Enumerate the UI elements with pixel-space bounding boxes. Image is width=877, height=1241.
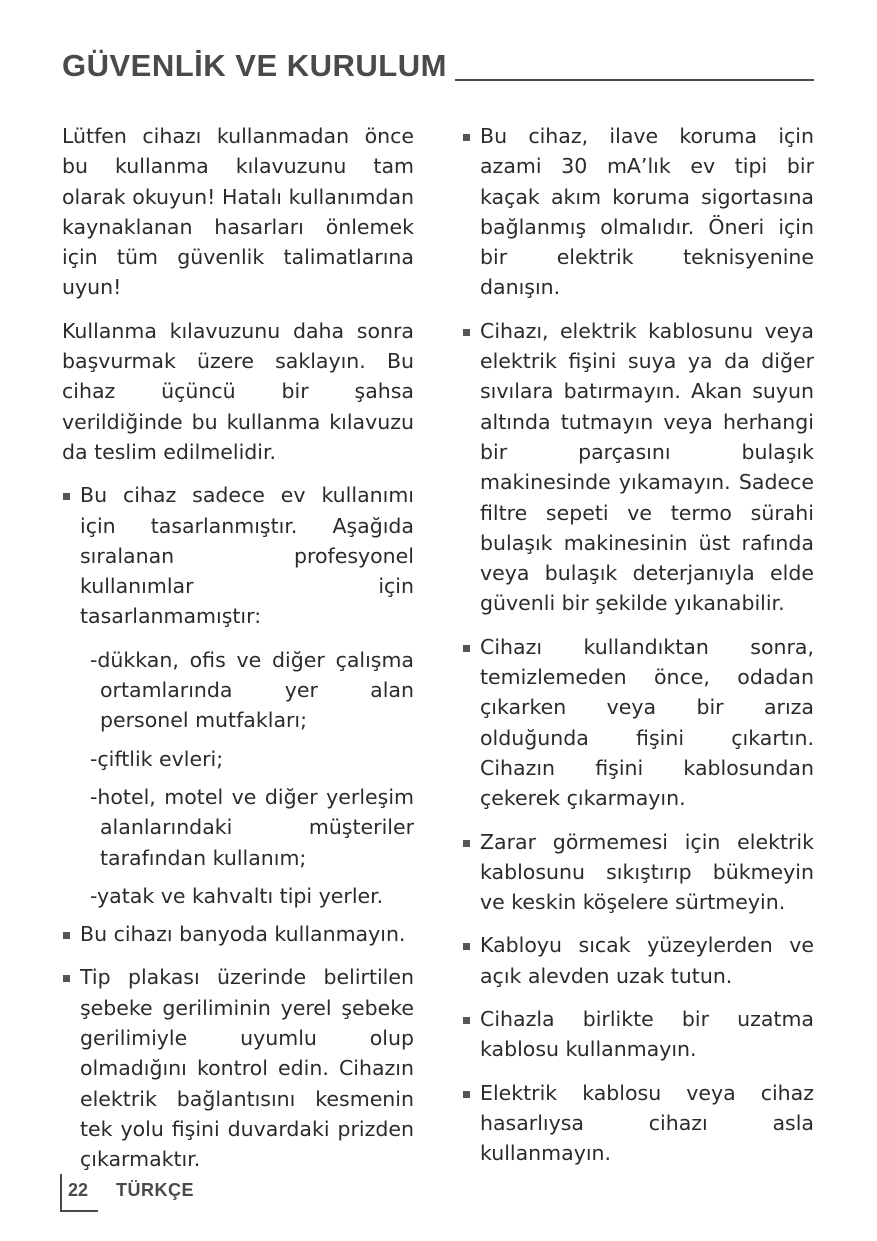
list-item — [62, 962, 414, 1174]
bullet-text: Elektrik kablosu veya cihaz hasarlıysa cihazı asla kullanmayın. — [480, 1080, 814, 1166]
left-column — [62, 121, 414, 1188]
bullet-square-icon — [463, 645, 470, 652]
sub-list-item: -çiftlik evleri; — [90, 746, 224, 771]
bullet-square-icon — [63, 493, 70, 500]
intro-paragraph: Lütfen cihazı kullanmadan önce bu kullanma kılavuzunu tam olarak okuyun! Hatalı kullanımdan kaynaklanan hasarları önlemek için tüm güvenlik talimatlarına uyun! — [62, 124, 414, 300]
list-item — [462, 930, 814, 991]
storage-paragraph: Kullanma kılavuzunu daha sonra başvurmak üzere saklayın. Bu cihaz üçüncü bir şahsa verildiğinde bu kullanma kılavuzu da teslim edilmelidir. — [62, 318, 414, 464]
bullet-square-icon — [463, 134, 470, 141]
section-header — [62, 48, 814, 84]
language-label: TÜRKÇE — [116, 1180, 194, 1200]
page-title: GÜVENLİK VE KURULUM — [62, 48, 447, 83]
sub-list-item: -yatak ve kahvaltı tipi yerler. — [90, 883, 384, 908]
bullet-text: Tip plakası üzerinde belirtilen şebeke geriliminin yerel şebeke gerilimiyle uyumlu olup olmadığını kontrol edin. Cihazın elektrik bağlantısını kesmenin tek yolu fişini duvardaki prizden çıkarmaktır. — [80, 965, 414, 1172]
right-column — [462, 121, 814, 1182]
bullet-square-icon — [463, 840, 470, 847]
footer-underline — [60, 1210, 98, 1212]
list-item — [62, 919, 414, 949]
bullet-square-icon — [463, 1091, 470, 1098]
bullet-text: Cihazı, elektrik kablosunu veya elektrik fişini suya ya da diğer sıvılara batırmayın. Akan suyun altında tutmayın veya herhangi bir parçasını bulaşık makinesinde yıkamayın. Sadece filtre sepeti ve termo sürahi bulaşık makinesinin üst rafında veya bulaşık deterjanıyla elde güvenli bir şekilde yıkanabilir. — [480, 318, 814, 616]
bullet-text: Bu cihazı banyoda kullanmayın. — [80, 922, 406, 947]
bullet-text: Cihazla birlikte bir uzatma kablosu kullanmayın. — [480, 1007, 814, 1062]
list-item — [62, 480, 414, 631]
footer-divider — [60, 1174, 62, 1212]
bullet-text: Bu cihaz, ilave koruma için azami 30 mA’lık ev tipi bir kaçak akım koruma sigortasına bağlanmış olmalıdır. Öneri için bir elektrik teknisyenine danışın. — [480, 124, 814, 300]
title-underline — [455, 79, 814, 81]
bullet-square-icon — [63, 932, 70, 939]
bullet-square-icon — [463, 329, 470, 336]
sub-list-item: -dükkan, ofis ve diğer çalışma ortamlarında yer alan personel mutfakları; — [90, 647, 414, 733]
bullet-text: Cihazı kullandıktan sonra, temizlemeden önce, odadan çıkarken veya bir arıza olduğunda fişini çıkartın. Cihazın fişini kablosundan çekerek çıkarmayın. — [480, 634, 814, 811]
bullet-text: Zarar görmemesi için elektrik kablosunu sıkıştırıp bükmeyin ve keskin köşelere sürtmeyin. — [480, 829, 814, 915]
bullet-square-icon — [463, 1017, 470, 1024]
list-item — [462, 632, 814, 814]
bullet-text: Bu cihaz sadece ev kullanımı için tasarlanmıştır. Aşağıda sıralanan profesyonel kullanımlar için tasarlanmamıştır: — [80, 483, 414, 629]
page-number: 22 — [68, 1180, 89, 1200]
list-item — [462, 1078, 814, 1169]
bullet-square-icon — [63, 975, 70, 982]
list-item — [462, 121, 814, 303]
list-item — [462, 827, 814, 918]
sub-list-item: -hotel, motel ve diğer yerleşim alanlarındaki müşteriler tarafından kullanım; — [90, 784, 414, 870]
bullet-square-icon — [463, 943, 470, 950]
list-item — [462, 316, 814, 619]
list-item — [462, 1004, 814, 1065]
bullet-text: Kabloyu sıcak yüzeylerden ve açık alevden uzak tutun. — [480, 933, 814, 988]
